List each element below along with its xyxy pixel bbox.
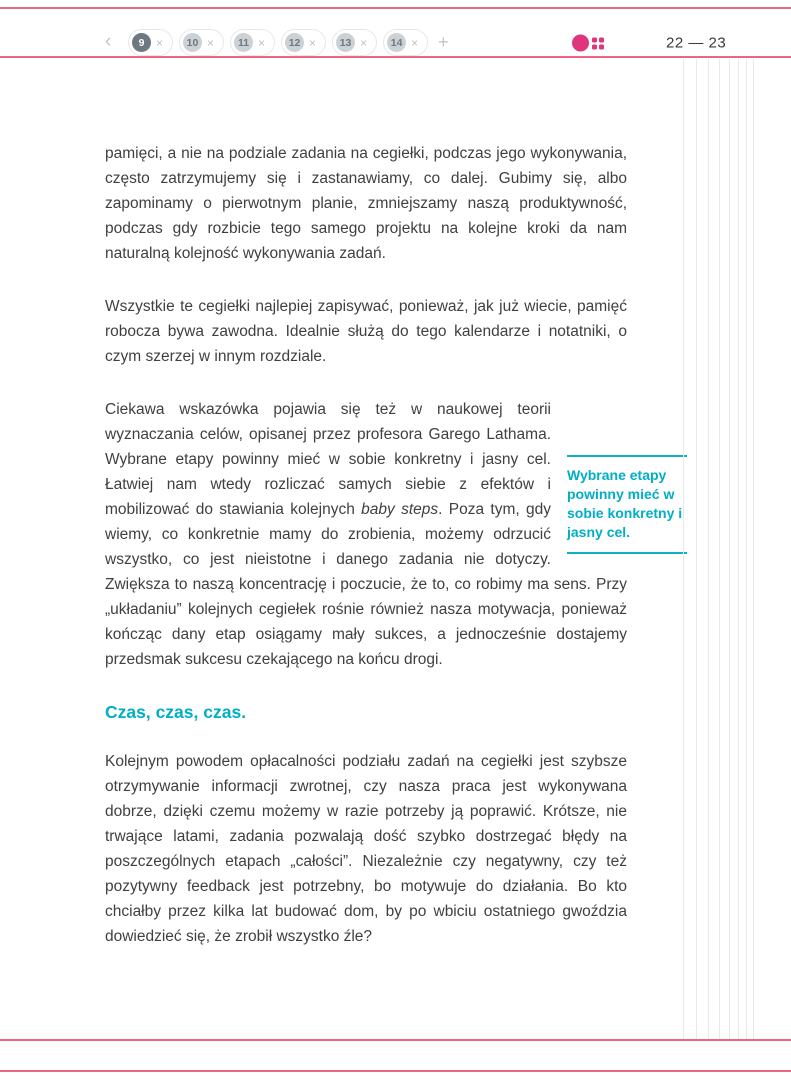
bottom-border-line: [0, 1070, 791, 1072]
page-tab-12[interactable]: [281, 29, 326, 56]
page-edge-line: [719, 59, 720, 1039]
logo-circle-icon: [572, 35, 589, 52]
close-icon[interactable]: ×: [207, 35, 215, 50]
brand-logo: [572, 35, 604, 52]
tab-number-badge: 14: [387, 33, 406, 52]
close-icon[interactable]: ×: [309, 35, 317, 50]
reader-toolbar: [0, 27, 791, 59]
italic-phrase: baby steps: [361, 501, 439, 518]
header-divider-line: [0, 56, 791, 58]
section-heading: Czas, czas, czas.: [105, 702, 247, 722]
logo-square: [592, 44, 597, 49]
callout-text: Wybrane etapy powinny mieć w sobie konkretny i jasny cel.: [567, 467, 683, 540]
top-border-line: [0, 7, 791, 9]
page-edge-line: [738, 59, 739, 1039]
page-edge-line: [746, 59, 747, 1039]
close-icon[interactable]: ×: [258, 35, 266, 50]
add-tab-button[interactable]: +: [438, 32, 449, 52]
page-tabs: [128, 29, 449, 56]
tab-number-badge: 11: [234, 33, 253, 52]
paragraph-text: Ciekawa wskazówka pojawia się też w naukowej teorii wyznaczania celów, opisanej przez profesora Garego Lathama. Wybrane etapy powinny mieć w sobie konkretny i jasny cel. Łatwiej nam wtedy rozliczać samych siebie z efektów i mobilizować do stawiania kolejnych: [105, 401, 551, 518]
paragraph-with-callout: [105, 397, 683, 672]
logo-square: [599, 37, 604, 42]
page-tab-14[interactable]: [383, 29, 428, 56]
page-edge-line: [753, 59, 754, 1039]
page-edge-line: [729, 59, 730, 1039]
logo-dots-icon: [592, 37, 604, 49]
paragraph: Kolejnym powodem opłacalności podziału zadań na cegiełki jest szybsze otrzymywanie informacji zwrotnej, czy nasza praca jest wykonywana dobrze, dzięki czemu możemy w razie potrzeby ją poprawić. Krótsze, nie trwające latami, zadania pozwalają dość szybko dostrzegać błędy na poszczególnych etapach „całości”. Niezależnie czy negatywny, czy też pozytywny feedback jest potrzebny, bo motywuje do działania. Bo kto chciałby przez kilka lat budować dom, by po wbiciu ostatniego gwoździa dowiedzieć się, że zrobił wszystko źle?: [105, 753, 627, 945]
page-tab-9[interactable]: [128, 29, 173, 56]
tab-number-badge: 10: [183, 33, 202, 52]
close-icon[interactable]: ×: [360, 35, 368, 50]
margin-callout: [567, 455, 687, 554]
page-tab-13[interactable]: [332, 29, 377, 56]
paragraph: pamięci, a nie na podziale zadania na cegiełki, podczas jego wykonywania, często zatrzymujemy się i zastanawiamy, co dalej. Gubimy się, albo zapominamy o pierwotnym planie, zmniejszamy naszą produktywność, podczas gdy rozbicie tego samego projektu na kolejne kroki da nam naturalną kolejność wykonywania zadań.: [105, 145, 627, 262]
page-edge-line: [708, 59, 709, 1039]
page-tab-10[interactable]: [179, 29, 224, 56]
close-icon[interactable]: ×: [156, 35, 164, 50]
book-page: [105, 141, 683, 977]
tab-number-badge: 12: [285, 33, 304, 52]
page-indicator: 22 — 23: [666, 34, 727, 52]
close-icon[interactable]: ×: [411, 35, 419, 50]
page-edge-line: [696, 59, 697, 1039]
tab-number-badge: 13: [336, 33, 355, 52]
page-tab-11[interactable]: [230, 29, 275, 56]
tab-number-badge: 9: [132, 33, 151, 52]
footer-divider-line: [0, 1039, 791, 1041]
logo-square: [592, 37, 597, 42]
page-edge-line: [683, 59, 684, 1039]
paragraph-text: . Poza tym, gdy wiemy, co konkretnie mamy do zrobienia, możemy odrzucić wszystko, co jest nieistotne i danego zadania nie dotyczy. Zwiększa to naszą koncentrację i poczucie, że to, co robimy ma sens. Przy „układaniu” kolejnych cegiełek rośnie również nasza motywacja, ponieważ kończąc dany etap osiągamy mały sukces, a jednocześnie dostajemy przedsmak sukcesu czekającego na końcu drogi.: [105, 501, 627, 668]
back-chevron-icon[interactable]: ‹: [105, 31, 112, 52]
logo-square: [599, 44, 604, 49]
paragraph: Wszystkie te cegiełki najlepiej zapisywać, ponieważ, jak już wiecie, pamięć robocza bywa zawodna. Idealnie służą do tego kalendarze i notatniki, o czym szerzej w innym rozdziale.: [105, 298, 627, 365]
